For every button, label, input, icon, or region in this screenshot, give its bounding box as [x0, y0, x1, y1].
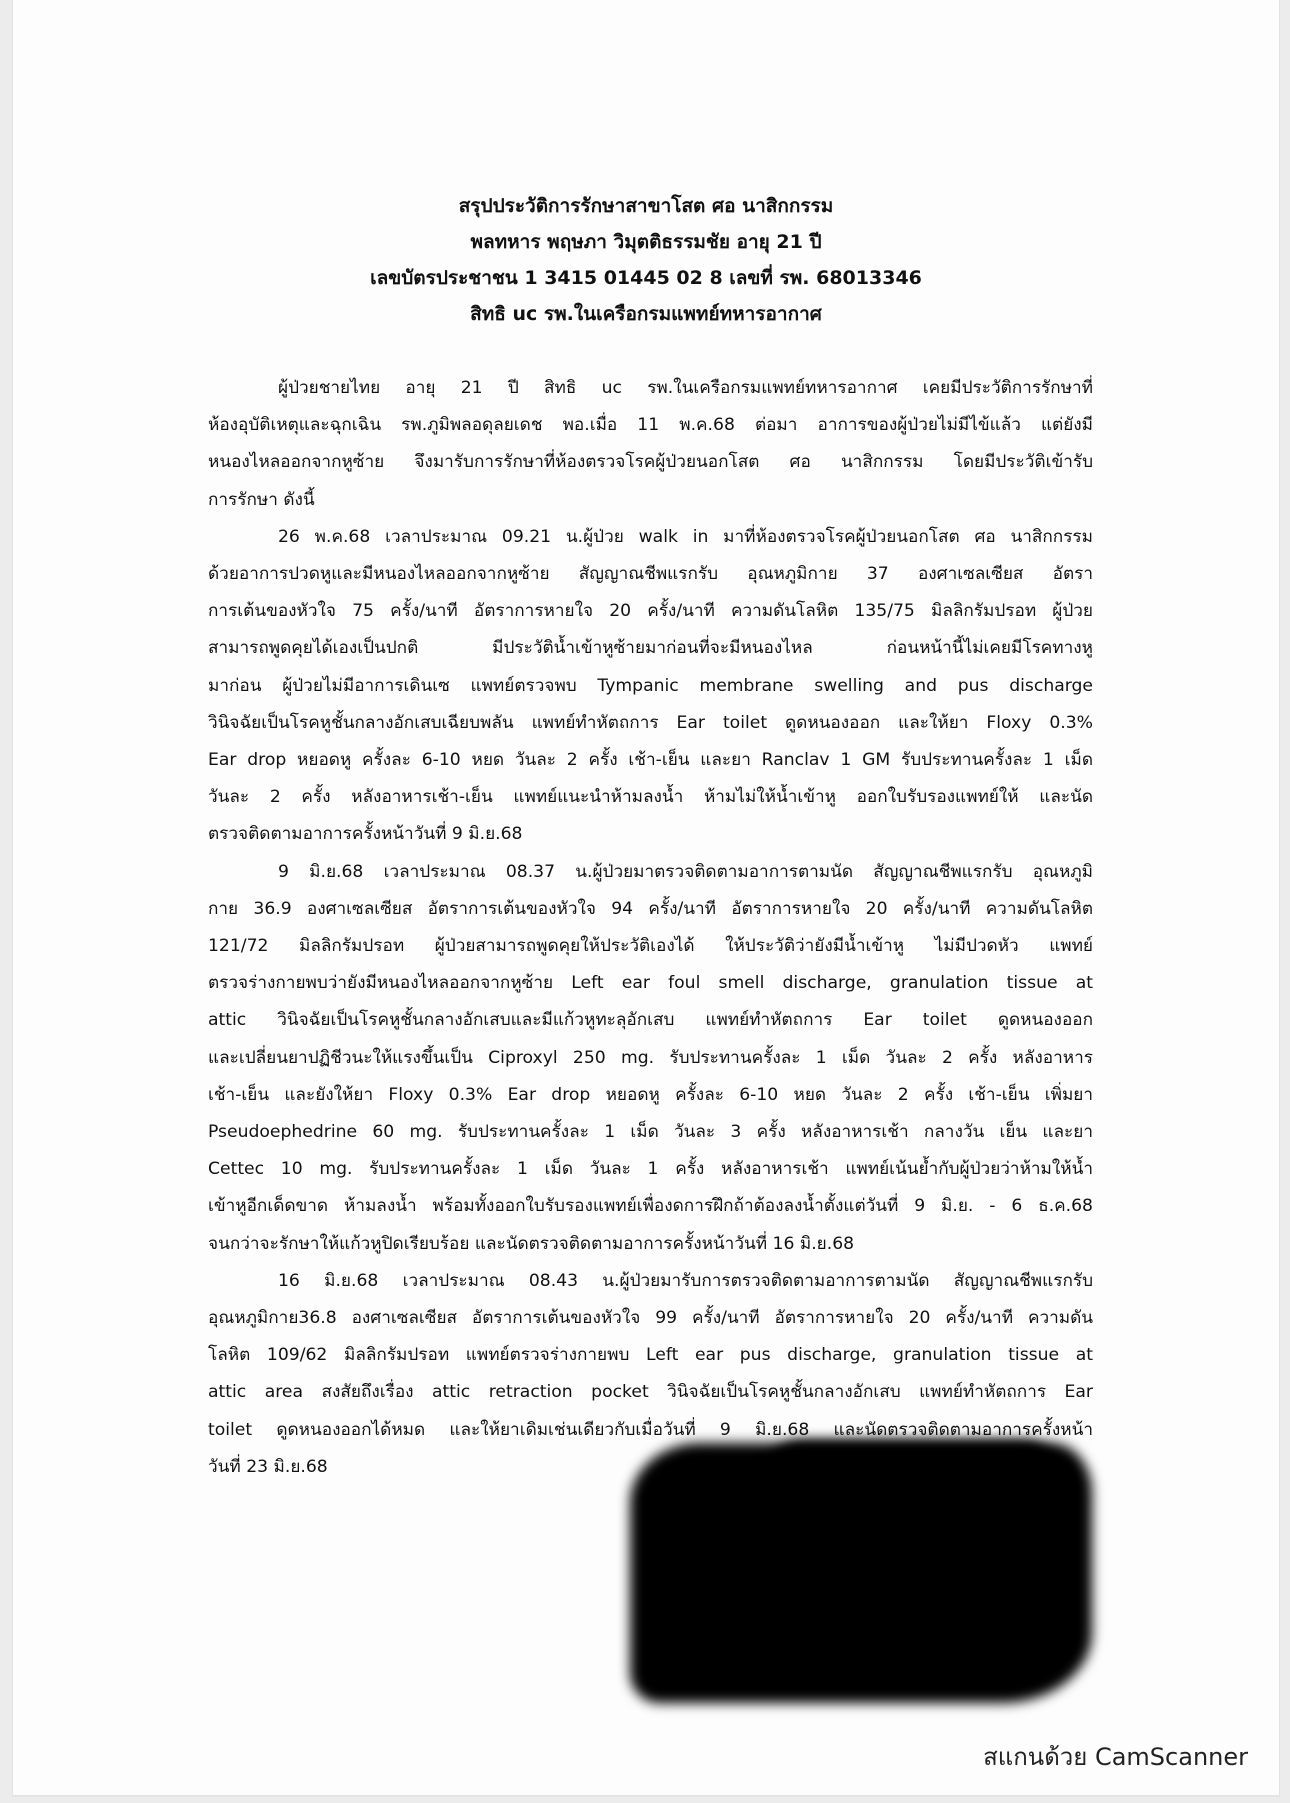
- text-line: Cettec 10 mg. รับประทานครั้งละ 1 เม็ด วันละ 1 ครั้ง หลังอาหารเช้า แพทย์เน้นย้ำกับผู้ป่วยว่าห้ามให้น้ำ: [208, 1159, 1093, 1180]
- patient-name-line: พลทหาร พฤษภา วิมุตติธรรมชัย อายุ 21 ปี: [470, 231, 822, 253]
- text-line: ห้องอุบัติเหตุและฉุกเฉิน รพ.ภูมิพลอดุลยเดช พอ.เมื่อ 11 พ.ค.68 ต่อมา อาการของผู้ป่วยไม่มีไข้แล้ว แต่ยังมี: [208, 415, 1093, 436]
- paragraph-visit-1: [208, 519, 1093, 854]
- text-line: จนกว่าจะรักษาให้แก้วหูปิดเรียบร้อย และนัดตรวจติดตามอาการครั้งหน้าวันที่ 16 มิ.ย.68: [208, 1233, 855, 1254]
- text-line: หนองไหลออกจากหูซ้าย จึงมารับการรักษาที่ห้องตรวจโรคผู้ป่วยนอกโสต ศอ นาสิกกรรม โดยมีประวัติเข้ารับ: [208, 452, 1093, 473]
- text-line: วันละ 2 ครั้ง หลังอาหารเช้า-เย็น แพทย์แนะนำห้ามลงน้ำ ห้ามไม่ให้น้ำเข้าหู ออกใบรับรองแพทย์ให้ และนัด: [208, 787, 1093, 808]
- patient-rights-line: สิทธิ uc รพ.ในเครือกรมแพทย์ทหารอากาศ: [470, 303, 822, 325]
- text-line: 9 มิ.ย.68 เวลาประมาณ 08.37 น.ผู้ป่วยมาตรวจติดตามอาการตามนัด สัญญาณชีพแรกรับ อุณหภูมิ: [278, 861, 1093, 882]
- text-line: เข้าหูอีกเด็ดขาด ห้ามลงน้ำ พร้อมทั้งออกใบรับรองแพทย์เพื่องดการฝึกถ้าต้องลงน้ำตั้งแต่วันที่ 9 มิ.ย. - 6 ธ.ค.68: [208, 1196, 1093, 1217]
- text-line: Ear drop หยอดหู ครั้งละ 6-10 หยด วันละ 2 ครั้ง เช้า-เย็น และยา Ranclav 1 GM รับประทานครั้งละ 1 เม็ด: [208, 750, 1093, 771]
- text-line: ตรวจติดตามอาการครั้งหน้าวันที่ 9 มิ.ย.68: [208, 824, 523, 845]
- text-line: attic วินิจฉัยเป็นโรคหูชั้นกลางอักเสบและมีแก้วหูทะลุอักเสบ แพทย์ทำหัตถการ Ear toilet ดูดหนองออก: [208, 1010, 1093, 1031]
- text-line: attic area สงสัยถึงเรื่อง attic retraction pocket วินิจฉัยเป็นโรคหูชั้นกลางอักเสบ แพทย์ทำหัตถการ Ear: [208, 1382, 1093, 1403]
- text-line: และเปลี่ยนยาปฏิชีวนะให้แรงขึ้นเป็น Ciproxyl 250 mg. รับประทานครั้งละ 1 เม็ด วันละ 2 ครั้ง หลังอาหาร: [208, 1047, 1093, 1068]
- camscanner-watermark: สแกนด้วย CamScanner: [983, 1743, 1248, 1771]
- text-line: สามารถพูดคุยได้เองเป็นปกติ มีประวัติน้ำเข้าหูซ้ายมาก่อนที่จะมีหนองไหล ก่อนหน้านี้ไม่เคยมีโรคทางหู: [208, 638, 1093, 659]
- text-line: ด้วยอาการปวดหูและมีหนองไหลออกจากหูซ้าย สัญญาณชีพแรกรับ อุณหภูมิกาย 37 องศาเซลเซียส อัตรา: [208, 564, 1093, 585]
- text-line: อุณหภูมิกาย36.8 องศาเซลเซียส อัตราการเต้นของหัวใจ 99 ครั้ง/นาที อัตราการหายใจ 20 ครั้ง/นาที ความดัน: [208, 1308, 1093, 1329]
- text-line: 121/72 มิลลิกรัมปรอท ผู้ป่วยสามารถพูดคุยให้ประวัติเองได้ ให้ประวัติว่ายังมีน้ำเข้าหู ไม่มีปวดหัว แพทย์: [208, 936, 1093, 957]
- text-line: การเต้นของหัวใจ 75 ครั้ง/นาที อัตราการหายใจ 20 ครั้ง/นาที ความดันโลหิต 135/75 มิลลิกรัมปรอท ผู้ป่วย: [208, 601, 1093, 622]
- text-line: 16 มิ.ย.68 เวลาประมาณ 08.43 น.ผู้ป่วยมารับการตรวจติดตามอาการตามนัด สัญญาณชีพแรกรับ: [278, 1270, 1093, 1291]
- paragraph-visit-2: [208, 854, 1093, 1263]
- scanned-page: [12, 0, 1280, 1797]
- text-line: กาย 36.9 องศาเซลเซียส อัตราการเต้นของหัวใจ 94 ครั้ง/นาที อัตราการหายใจ 20 ครั้ง/นาที ความดันโลหิต: [208, 898, 1093, 919]
- text-line: การรักษา ดังนี้: [208, 489, 315, 510]
- text-line: เช้า-เย็น และยังให้ยา Floxy 0.3% Ear drop หยอดหู ครั้งละ 6-10 หยด วันละ 2 ครั้ง เช้า-เย็น เพิ่มยา: [208, 1084, 1093, 1105]
- text-line: โลหิต 109/62 มิลลิกรัมปรอท แพทย์ตรวจร่างกายพบ Left ear pus discharge, granulation tissue at: [208, 1345, 1093, 1366]
- text-line: ตรวจร่างกายพบว่ายังมีหนองไหลออกจากหูซ้าย Left ear foul smell discharge, granulation tissue at: [208, 973, 1093, 994]
- text-line: Pseudoephedrine 60 mg. รับประทานครั้งละ 1 เม็ด วันละ 3 ครั้ง หลังอาหารเช้า กลางวัน เย็น และยา: [208, 1122, 1093, 1143]
- text-line: toilet ดูดหนองออกได้หมด และให้ยาเดิมเช่นเดียวกับเมื่อวันที่ 9 มิ.ย.68 และนัดตรวจติดตามอาการครั้งหน้า: [208, 1419, 1093, 1440]
- document-title: สรุปประวัติการรักษาสาขาโสต ศอ นาสิกกรรม: [458, 195, 834, 217]
- text-line: วินิจฉัยเป็นโรคหูชั้นกลางอักเสบเฉียบพลัน แพทย์ทำหัตถการ Ear toilet ดูดหนองออก และให้ยา Floxy 0.3%: [208, 712, 1093, 733]
- document-body: [208, 370, 1093, 1486]
- patient-id-line: เลขบัตรประชาชน 1 3415 01445 02 8 เลขที่ รพ. 68013346: [370, 267, 922, 289]
- redaction-blot-top: [763, 1440, 1063, 1520]
- text-line: มาก่อน ผู้ป่วยไม่มีอาการเดินเซ แพทย์ตรวจพบ Tympanic membrane swelling and pus discharge: [208, 675, 1093, 696]
- text-line: 26 พ.ค.68 เวลาประมาณ 09.21 น.ผู้ป่วย walk in มาที่ห้องตรวจโรคผู้ป่วยนอกโสต ศอ นาสิกกรรม: [278, 526, 1093, 547]
- paragraph-intro: [208, 370, 1093, 519]
- document-header: [13, 188, 1279, 332]
- text-line: วันที่ 23 มิ.ย.68: [208, 1456, 328, 1477]
- text-line: ผู้ป่วยชายไทย อายุ 21 ปี สิทธิ uc รพ.ในเครือกรมแพทย์ทหารอากาศ เคยมีประวัติการรักษาที่: [278, 378, 1093, 398]
